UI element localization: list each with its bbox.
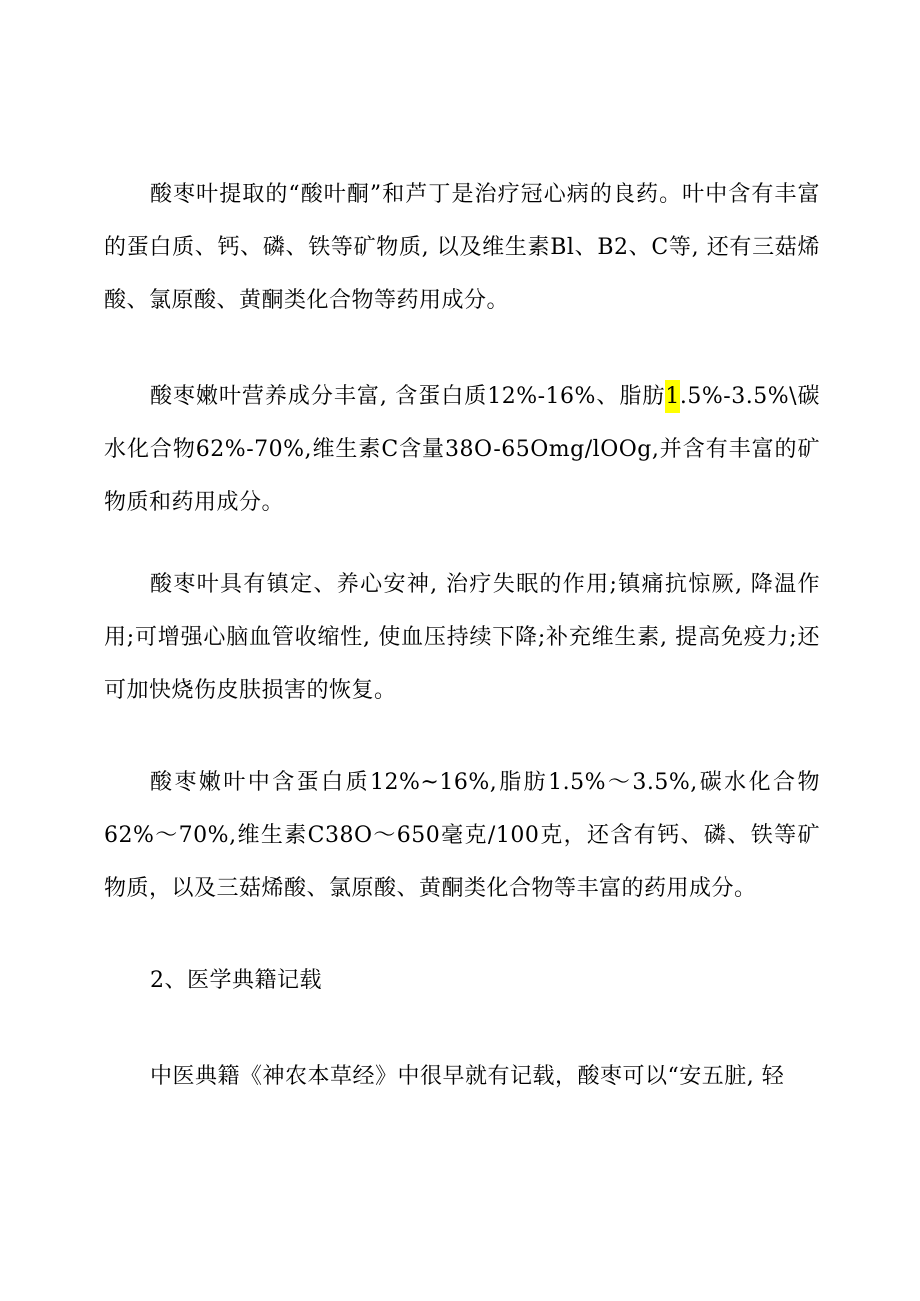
paragraph-leaf-extract: 酸枣叶提取的“酸叶酮”和芦丁是治疗冠心病的良药。叶中含有丰富的蛋白质、钙、磷、铁等矿物质, 以及维生素Bl、B2、C等, 还有三菇烯酸、氯原酸、黄酮类化合物等药用成分。	[104, 182, 820, 313]
paragraph-composition: 酸枣嫩叶中含蛋白质12%~16%,脂肪1.5%～3.5%,碳水化合物62%～70%,维生素C38O～650毫克/100克，还含有钙、磷、铁等矿物质，以及三菇烯酸、氯原酸、黄酮类化合物等丰富的药用成分。	[104, 770, 820, 901]
paragraph-effects: 酸枣叶具有镇定、养心安神, 治疗失眠的作用;镇痛抗惊厥, 降温作用;可增强心脑血管收缩性, 使血压持续下降;补充维生素, 提高免疫力;还可加快烧伤皮肤损害的恢复。	[104, 572, 820, 703]
highlighted-text: 1	[665, 380, 680, 413]
nutrition-text-after: .5%-3.5%\碳水化合物62%-70%,维生素C含量38O-65Omg/lOOg,并含有丰富的矿物质和药用成分。	[104, 384, 821, 515]
paragraph-nutrition	[104, 370, 820, 529]
paragraph-classic-records: 中医典籍《神农本草经》中很早就有记载，酸枣可以“安五脏, 轻	[150, 1064, 785, 1089]
section-heading: 2、医学典籍记载	[150, 968, 322, 993]
nutrition-text-before: 酸枣嫩叶营养成分丰富, 含蛋白质12%-16%、脂肪	[150, 384, 666, 409]
